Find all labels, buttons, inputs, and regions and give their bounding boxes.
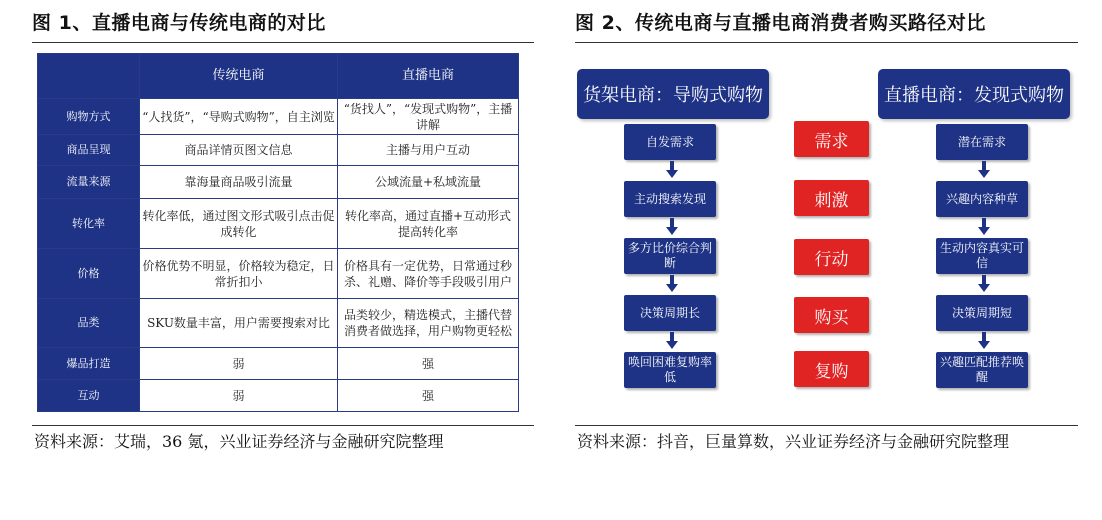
right-step-box: 潜在需求 — [936, 124, 1028, 160]
right-header-box: 直播电商：发现式购物 — [878, 69, 1070, 119]
stage-box-repurchase: 复购 — [794, 351, 869, 387]
traditional-cell: “人找货”，“导购式购物”，自主浏览 — [140, 99, 338, 135]
right-step-box: 生动内容真实可信 — [936, 238, 1028, 274]
traditional-cell: 转化率低，通过图文形式吸引点击促成转化 — [140, 199, 338, 249]
table-header-row — [38, 54, 519, 99]
right-step-box: 兴趣匹配推荐唤醒 — [936, 352, 1028, 388]
table-row — [38, 380, 519, 412]
traditional-cell: 靠海量商品吸引流量 — [140, 166, 338, 199]
down-arrow-icon — [978, 332, 990, 350]
traditional-cell: 商品详情页图文信息 — [140, 135, 338, 166]
left-step-box: 多方比价综合判断 — [624, 238, 716, 274]
row-label: 转化率 — [38, 199, 140, 249]
down-arrow-icon — [666, 275, 678, 293]
figure2-title: 图 2、传统电商与直播电商消费者购买路径对比 — [575, 12, 986, 34]
traditional-cell: 弱 — [140, 380, 338, 412]
table-row — [38, 249, 519, 299]
down-arrow-icon — [978, 161, 990, 179]
live-cell: 公域流量+私域流量 — [338, 166, 519, 199]
row-label: 互动 — [38, 380, 140, 412]
table-row — [38, 348, 519, 380]
table-header-traditional: 传统电商 — [140, 54, 338, 99]
live-cell: 强 — [338, 380, 519, 412]
traditional-cell: 价格优势不明显，价格较为稳定，日常折扣小 — [140, 249, 338, 299]
stage-box-demand: 需求 — [794, 121, 869, 157]
down-arrow-icon — [978, 275, 990, 293]
table-row — [38, 135, 519, 166]
stage-box-purchase: 购买 — [794, 297, 869, 333]
left-step-box: 决策周期长 — [624, 295, 716, 331]
figure1-source-rule — [32, 425, 534, 426]
table-row — [38, 99, 519, 135]
row-label: 价格 — [38, 249, 140, 299]
row-label: 购物方式 — [38, 99, 140, 135]
left-header-box: 货架电商：导购式购物 — [577, 69, 769, 119]
figure1-source: 资料来源：艾瑞，36 氪，兴业证券经济与金融研究院整理 — [34, 432, 444, 451]
table-row — [38, 199, 519, 249]
table-header-corner — [38, 54, 140, 99]
down-arrow-icon — [978, 218, 990, 236]
table-header-live: 直播电商 — [338, 54, 519, 99]
live-cell: 价格具有一定优势，日常通过秒杀、礼赠、降价等手段吸引用户 — [338, 249, 519, 299]
comparison-table — [37, 53, 519, 412]
figure2-title-rule — [575, 42, 1078, 43]
row-label: 商品呈现 — [38, 135, 140, 166]
traditional-cell: SKU数量丰富，用户需要搜索对比 — [140, 299, 338, 348]
figure2-source-rule — [575, 425, 1078, 426]
left-step-box: 唤回困难复购率低 — [624, 352, 716, 388]
down-arrow-icon — [666, 218, 678, 236]
traditional-cell: 弱 — [140, 348, 338, 380]
row-label: 品类 — [38, 299, 140, 348]
live-cell: 强 — [338, 348, 519, 380]
live-cell: “货找人”，“发现式购物”，主播讲解 — [338, 99, 519, 135]
right-step-box: 决策周期短 — [936, 295, 1028, 331]
figure1-title-rule — [32, 42, 534, 43]
live-cell: 转化率高，通过直播+互动形式提高转化率 — [338, 199, 519, 249]
row-label: 流量来源 — [38, 166, 140, 199]
table-row — [38, 299, 519, 348]
row-label: 爆品打造 — [38, 348, 140, 380]
live-cell: 品类较少，精选模式，主播代替消费者做选择，用户购物更轻松 — [338, 299, 519, 348]
left-step-box: 主动搜索发现 — [624, 181, 716, 217]
down-arrow-icon — [666, 332, 678, 350]
figure2-source: 资料来源：抖音，巨量算数，兴业证券经济与金融研究院整理 — [577, 432, 1010, 451]
figure1-title: 图 1、直播电商与传统电商的对比 — [32, 12, 326, 34]
stage-box-action: 行动 — [794, 239, 869, 275]
right-step-box: 兴趣内容种草 — [936, 181, 1028, 217]
left-step-box: 自发需求 — [624, 124, 716, 160]
down-arrow-icon — [666, 161, 678, 179]
stage-box-stimulus: 刺激 — [794, 180, 869, 216]
table-row — [38, 166, 519, 199]
live-cell: 主播与用户互动 — [338, 135, 519, 166]
